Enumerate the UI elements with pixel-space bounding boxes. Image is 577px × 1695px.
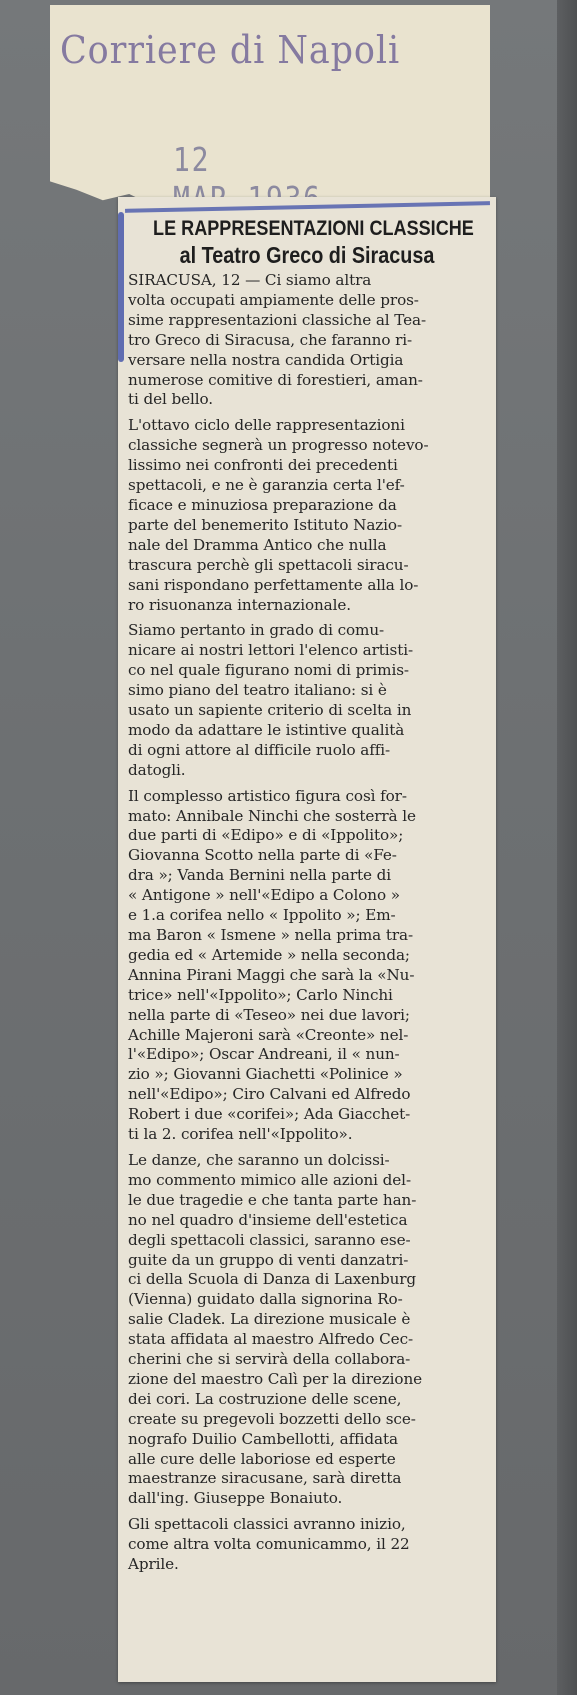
paragraph-5: Le danze, che saranno un dolcissi- mo commento mimico alle azioni del- le due tragedie e che tanta parte han- no nel quadro d'insieme dell'estetica degli spettacoli classici, saranno ese- guite da un gruppo di venti danzatri- ci della Scuola di Danza di Laxenburg (Vienna) guidato dalla signorina Ro- salie Cladek. La direzione musicale è stata affidata al maestro Alfredo Cec- cherini che si servirà della collabora- zione del maestro Calì per la direzione dei cori. La costruzione delle scene, create su pregevoli bozzetti dello sce- nografo Duilio Cambellotti, affidata alle cure delle laboriose ed esperte maestranze siracusane, sarà diretta dall'ing. Giuseppe Bonaiuto. bbox=[128, 1150, 423, 1508]
newspaper-stamp: Corriere di Napoli bbox=[60, 28, 401, 72]
paragraph-3: Siamo pertanto in grado di comu- nicare ai nostri lettori l'elenco artisti- co nel quale figurano nomi di primis- simo piano del teatro italiano: si è usato un sapiente criterio di scelta in modo da adattare le istintive qualità di ogni attore al difficile ruolo affi- datogli. bbox=[128, 621, 414, 779]
paragraph-4: Il complesso artistico figura così for- mato: Annibale Ninchi che sosterrà le due parti di «Edipo» e di «Ippolito»; Giovanna Scotto nella parte di «Fe- dra »; Vanda Bernini nella parte di « Antigone » nell'«Edipo a Colono » e 1.a corifea nello « Ippolito »; Em- ma Baron « Ismene » nella prima tra- gedia ed « Artemide » nella seconda; Annina Pirani Maggi che sarà la «Nu- trice» nell'«Ippolito»; Carlo Ninchi nella parte di «Teseo» nei due lavori; Achille Majeroni sarà «Creonte» nel- l'«Edipo»; Oscar Andreani, il « nun- zio »; Giovanni Giachetti «Polinice » nell'«Edipo»; Ciro Calvani ed Alfredo Robert i due «corifei»; Ada Giacchet- ti la 2. corifea nell'«Ippolito». bbox=[128, 786, 416, 1144]
paragraph-6: Gli spettacoli classici avranno inizio, come altra volta comunicammo, il 22 Aprile. bbox=[128, 1515, 410, 1574]
date-stamp: 12 bbox=[173, 140, 211, 179]
newspaper-clipping bbox=[118, 197, 496, 1682]
paragraph-1: SIRACUSA, 12 — Ci siamo altra volta occupati ampiamente delle pros- sime rappresentazioni classiche al Tea- tro Greco di Siracusa, che faranno ri- versare nella nostra candida Ortigia numerose comitive di forestieri, aman- ti del bello. bbox=[128, 271, 426, 409]
backing-edge bbox=[557, 0, 577, 1695]
article-headline: LE RAPPRESENTAZIONI CLASSICHE bbox=[153, 217, 474, 240]
article-subhead: al Teatro Greco di Siracusa bbox=[179, 242, 435, 268]
marker-line-left bbox=[118, 212, 124, 362]
article-body bbox=[128, 217, 486, 1581]
paragraph-2: L'ottavo ciclo delle rappresentazioni classiche segnerà un progresso notevo- lissimo nei confronti dei precedenti spettacoli, e ne è garanzia certa l'ef- ficace e minuziosa preparazione da parte del benemerito Istituto Nazio- nale del Dramma Antico che nulla trascura perchè gli spettacoli siracu- sani rispondano perfettamente alla lo- ro risuonanza internazionale. bbox=[128, 416, 429, 614]
